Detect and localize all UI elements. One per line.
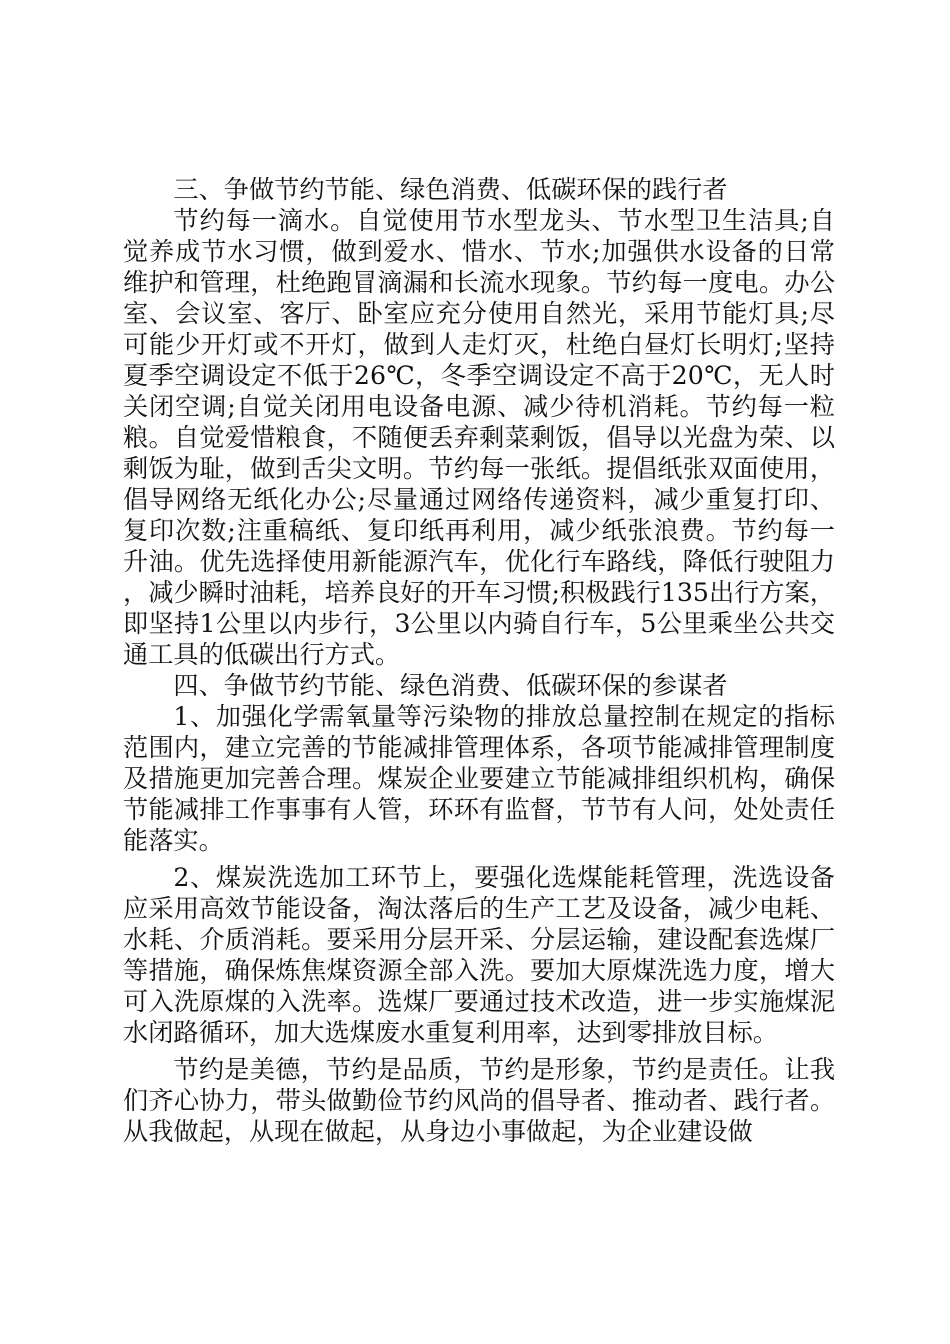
list-item-emission-control: 1、加强化学需氧量等污染物的排放总量控制在规定的指标范围内，建立完善的节能减排管理体系，各项节能减排管理制度及措施更加完善合理。煤炭企业要建立节能减排组织机构，确保节能减排工作事事有人管，环环有监督，节节有人问，处处责任能落实。: [123, 702, 835, 855]
closing-paragraph: 节约是美德，节约是品质，节约是形象，节约是责任。让我们齐心协力，带头做勤俭节约风尚的倡导者、推动者、践行者。从我做起，从现在做起，从身边小事做起，为企业建设做: [123, 1055, 835, 1146]
paragraph-saving-practices: 节约每一滴水。自觉使用节水型龙头、节水型卫生洁具;自觉养成节水习惯，做到爱水、惜水、节水;加强供水设备的日常维护和管理，杜绝跑冒滴漏和长流水现象。节约每一度电。办公室、会议室、客厅、卧室应充分使用自然光，采用节能灯具;尽可能少开灯或不开灯，做到人走灯灭，杜绝白昼灯长明灯;坚持夏季空调设定不低于26℃，冬季空调设定不高于20℃，无人时关闭空调;自觉关闭用电设备电源、减少待机消耗。节约每一粒粮。自觉爱惜粮食，不随便丢弃剩菜剩饭，倡导以光盘为荣、以剩饭为耻，做到舌尖文明。节约每一张纸。提倡纸张双面使用，倡导网络无纸化办公;尽量通过网络传递资料，减少重复打印、复印次数;注重稿纸、复印纸再利用，减少纸张浪费。节约每一升油。优先选择使用新能源汽车，优化行车路线，降低行驶阻力，减少瞬时油耗，培养良好的开车习惯;积极践行135出行方案，即坚持1公里以内步行，3公里以内骑自行车，5公里乘坐公共交通工具的低碳出行方式。: [123, 206, 835, 669]
section-heading-3: 三、争做节约节能、绿色消费、低碳环保的践行者: [173, 175, 728, 204]
list-item-coal-washing: 2、煤炭洗选加工环节上，要强化选煤能耗管理，洗选设备应采用高效节能设备，淘汰落后的生产工艺及设备，减少电耗、水耗、介质消耗。要采用分层开采、分层运输，建设配套选煤厂等措施，确保炼焦煤资源全部入洗。要加大原煤洗选力度，增大可入洗原煤的入洗率。选煤厂要通过技术改造，进一步实施煤泥水闭路循环，加大选煤废水重复利用率，达到零排放目标。: [123, 863, 835, 1047]
document-page: [123, 174, 835, 1147]
section-heading-4: 四、争做节约节能、绿色消费、低碳环保的参谋者: [173, 671, 728, 700]
